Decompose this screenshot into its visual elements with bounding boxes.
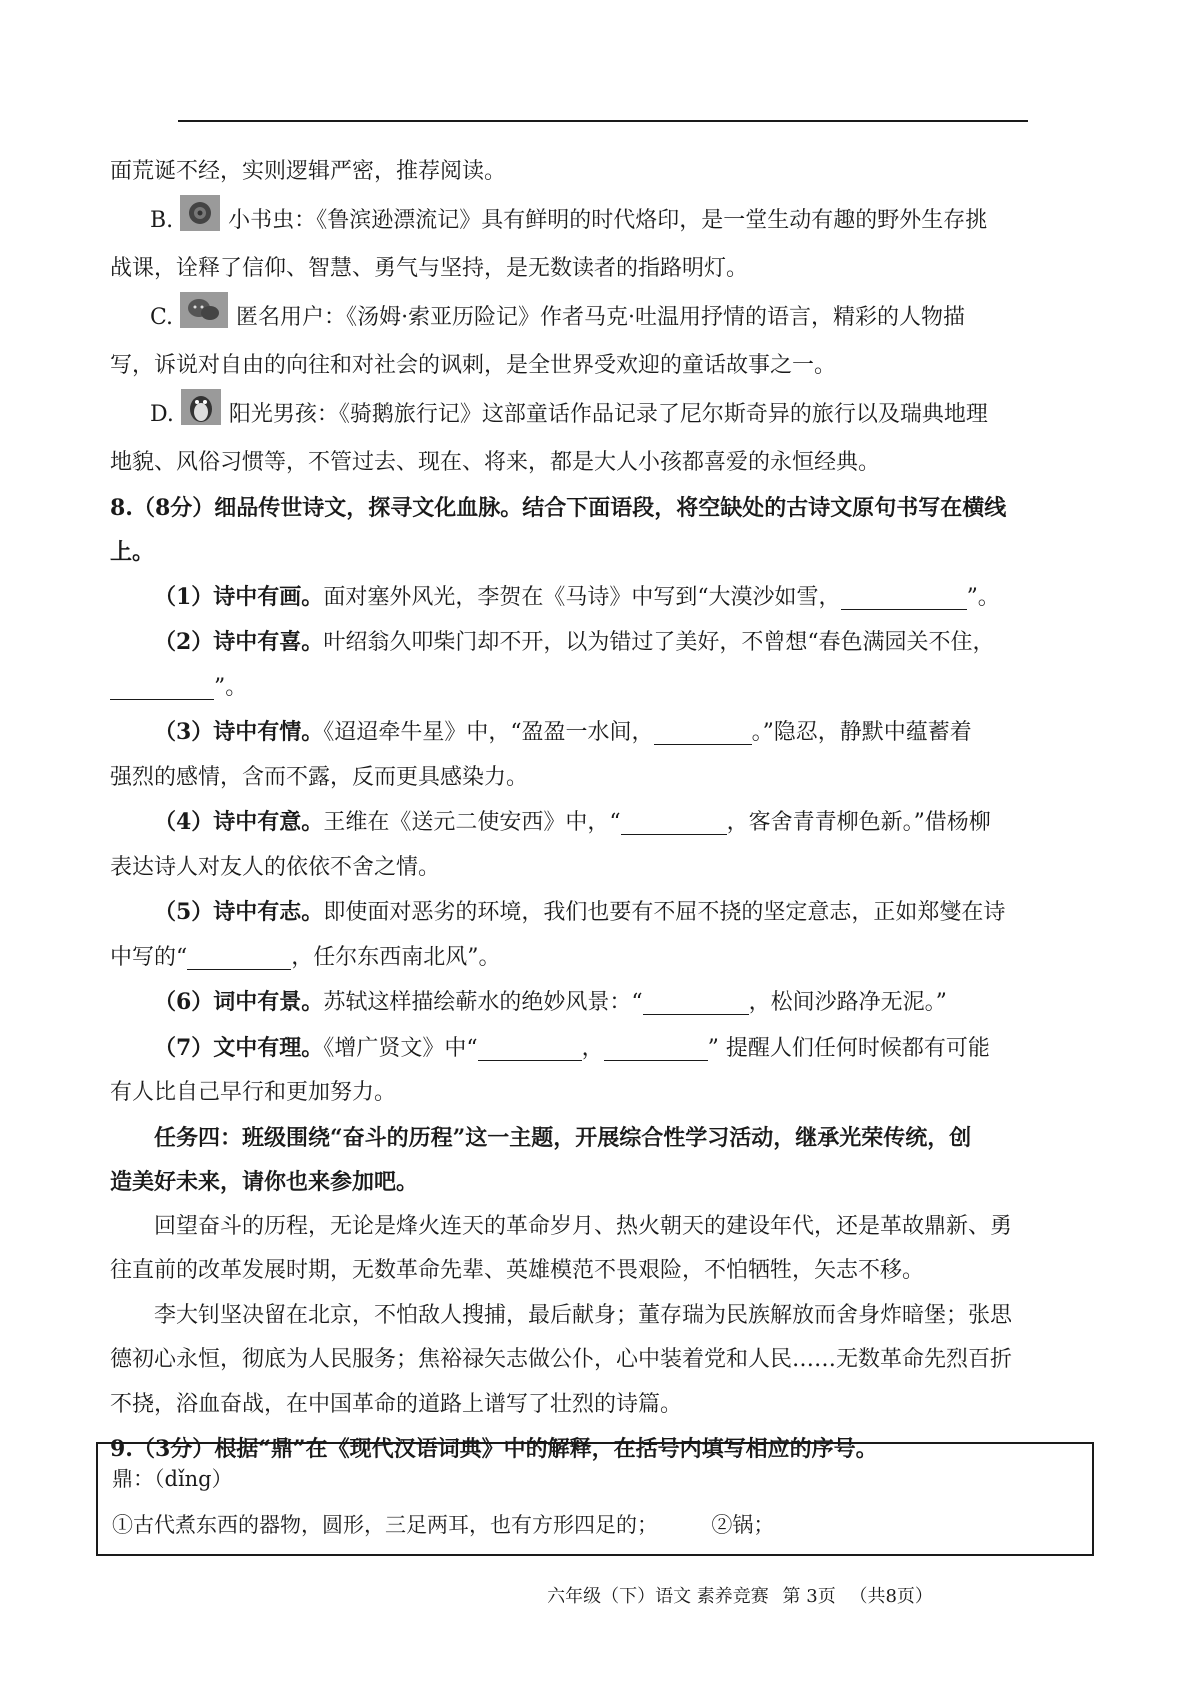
q8-item-5-cont: 中写的“ ，任尔东西南北风”。	[110, 944, 501, 970]
q8-item-1: （1）诗中有画。面对塞外风光，李贺在《马诗》中写到“大漠沙如雪， ”。	[154, 583, 1000, 610]
q8-item-2-cont: ”。	[110, 666, 1100, 711]
option-d-cont: 地貌、风俗习惯等，不管过去、现在、将来，都是大人小孩都喜爱的永恒经典。	[110, 450, 881, 475]
task4-para1-cont: 往直前的改革发展时期，无数革命先辈、英雄模范不畏艰险，不怕牺牲，矢志不移。	[110, 1258, 925, 1283]
dict-def-2: ②锅；	[711, 1513, 775, 1537]
dict-headword: 鼎：（dǐng）	[112, 1467, 233, 1491]
answer-blank[interactable]	[604, 1034, 708, 1061]
answer-blank[interactable]	[187, 943, 291, 970]
dict-definitions	[112, 1502, 1092, 1548]
answer-blank[interactable]	[110, 673, 214, 700]
option-c: C. 匿名用户：《汤姆·索亚历险记》作者马克·吐温用抒情的语言，精彩的人物描	[110, 292, 1100, 345]
answer-blank[interactable]	[654, 718, 752, 745]
q8-item-7-cont: 有人比自己早行和更加努力。	[110, 1080, 397, 1105]
q8-item-6: （6）词中有景。苏轼这样描绘蕲水的绝妙风景：“ ，松间沙路净无泥。”	[154, 989, 947, 1015]
page-content	[110, 150, 1100, 1472]
answer-blank[interactable]	[643, 988, 749, 1015]
dictionary-box	[96, 1442, 1094, 1556]
q8-item-3: （3）诗中有情。《迢迢牵牛星》中，“盈盈一水间， 。”隐忍，静默中蕴蓄着	[154, 719, 972, 745]
footer-grade: 六年级（下）语文 素养竞赛	[547, 1586, 769, 1607]
answer-blank[interactable]	[621, 808, 727, 835]
answer-blank[interactable]	[841, 583, 967, 610]
task4-para2-cont: 德初心永恒，彻底为人民服务；焦裕禄矢志做公仆，心中装着党和人民……无数革命先烈百折	[110, 1347, 1013, 1372]
task4-para1: 回望奋斗的历程，无论是烽火连天的革命岁月、热火朝天的建设年代，还是革故鼎新、勇	[154, 1213, 1013, 1239]
option-c-cont: 写，诉说对自由的向往和对社会的讽刺，是全世界受欢迎的童话故事之一。	[110, 353, 837, 378]
q8-title-cont: 上。	[110, 539, 155, 565]
task4-para2: 李大钊坚决留在北京，不怕敌人搜捕，最后献身；董存瑞为民族解放而舍身炸暗堡；张思	[154, 1302, 1013, 1328]
footer-total: （共8页）	[849, 1586, 933, 1607]
top-rule	[178, 120, 1028, 122]
footer-page: 第 3页	[782, 1586, 836, 1607]
q8-item-2: （2）诗中有喜。叶绍翁久叩柴门却不开，以为错过了美好，不曾想“春色满园关不住，	[154, 629, 995, 655]
page-footer	[0, 1582, 1200, 1608]
answer-blank[interactable]	[478, 1034, 582, 1061]
task4-para2-cont2: 不挠，浴血奋战，在中国革命的道路上谱写了壮烈的诗篇。	[110, 1391, 683, 1417]
q8-title: 8.（8分）细品传世诗文，探寻文化血脉。结合下面语段，将空缺处的古诗文原句书写在横线	[110, 494, 1007, 521]
q8-item-5: （5）诗中有志。即使面对恶劣的环境，我们也要有不屈不挠的坚定意志，正如郑燮在诗	[154, 899, 1006, 925]
task4-title-cont: 造美好未来，请你也来参加吧。	[110, 1169, 419, 1195]
option-d: D. 阳光男孩：《骑鹅旅行记》这部童话作品记录了尼尔斯奇异的旅行以及瑞典地理	[110, 389, 1100, 442]
q8-item-4-cont: 表达诗人对友人的依依不舍之情。	[110, 854, 441, 880]
q8-item-4: （4）诗中有意。王维在《送元二使安西》中，“ ，客舍青青柳色新。”借杨柳	[154, 809, 991, 835]
snail-avatar-icon	[180, 195, 220, 248]
wechat-avatar-icon	[180, 292, 228, 345]
q9-title: 9.（3分）根据“鼎”在《现代汉语词典》中的解释，在括号内填写相应的序号。	[110, 1436, 878, 1462]
text-line: 面荒诞不经，实则逻辑严密，推荐阅读。	[110, 159, 507, 184]
q8-item-7: （7）文中有理。《增广贤文》中“ ， ” 提醒人们任何时候都有可能	[154, 1034, 990, 1061]
task4-title: 任务四：班级围绕“奋斗的历程”这一主题，开展综合性学习活动，继承光荣传统，创	[154, 1124, 972, 1151]
option-b: B. 小书虫：《鲁滨逊漂流记》具有鲜明的时代烙印，是一堂生动有趣的野外生存挑	[110, 195, 1100, 248]
option-b-cont: 战课，诠释了信仰、智慧、勇气与坚持，是无数读者的指路明灯。	[110, 256, 749, 281]
penguin-avatar-icon	[181, 389, 221, 442]
dict-def-1: ①古代煮东西的器物，圆形，三足两耳，也有方形四足的；	[112, 1513, 658, 1537]
q8-item-3-cont: 强烈的感情，含而不露，反而更具感染力。	[110, 764, 529, 790]
